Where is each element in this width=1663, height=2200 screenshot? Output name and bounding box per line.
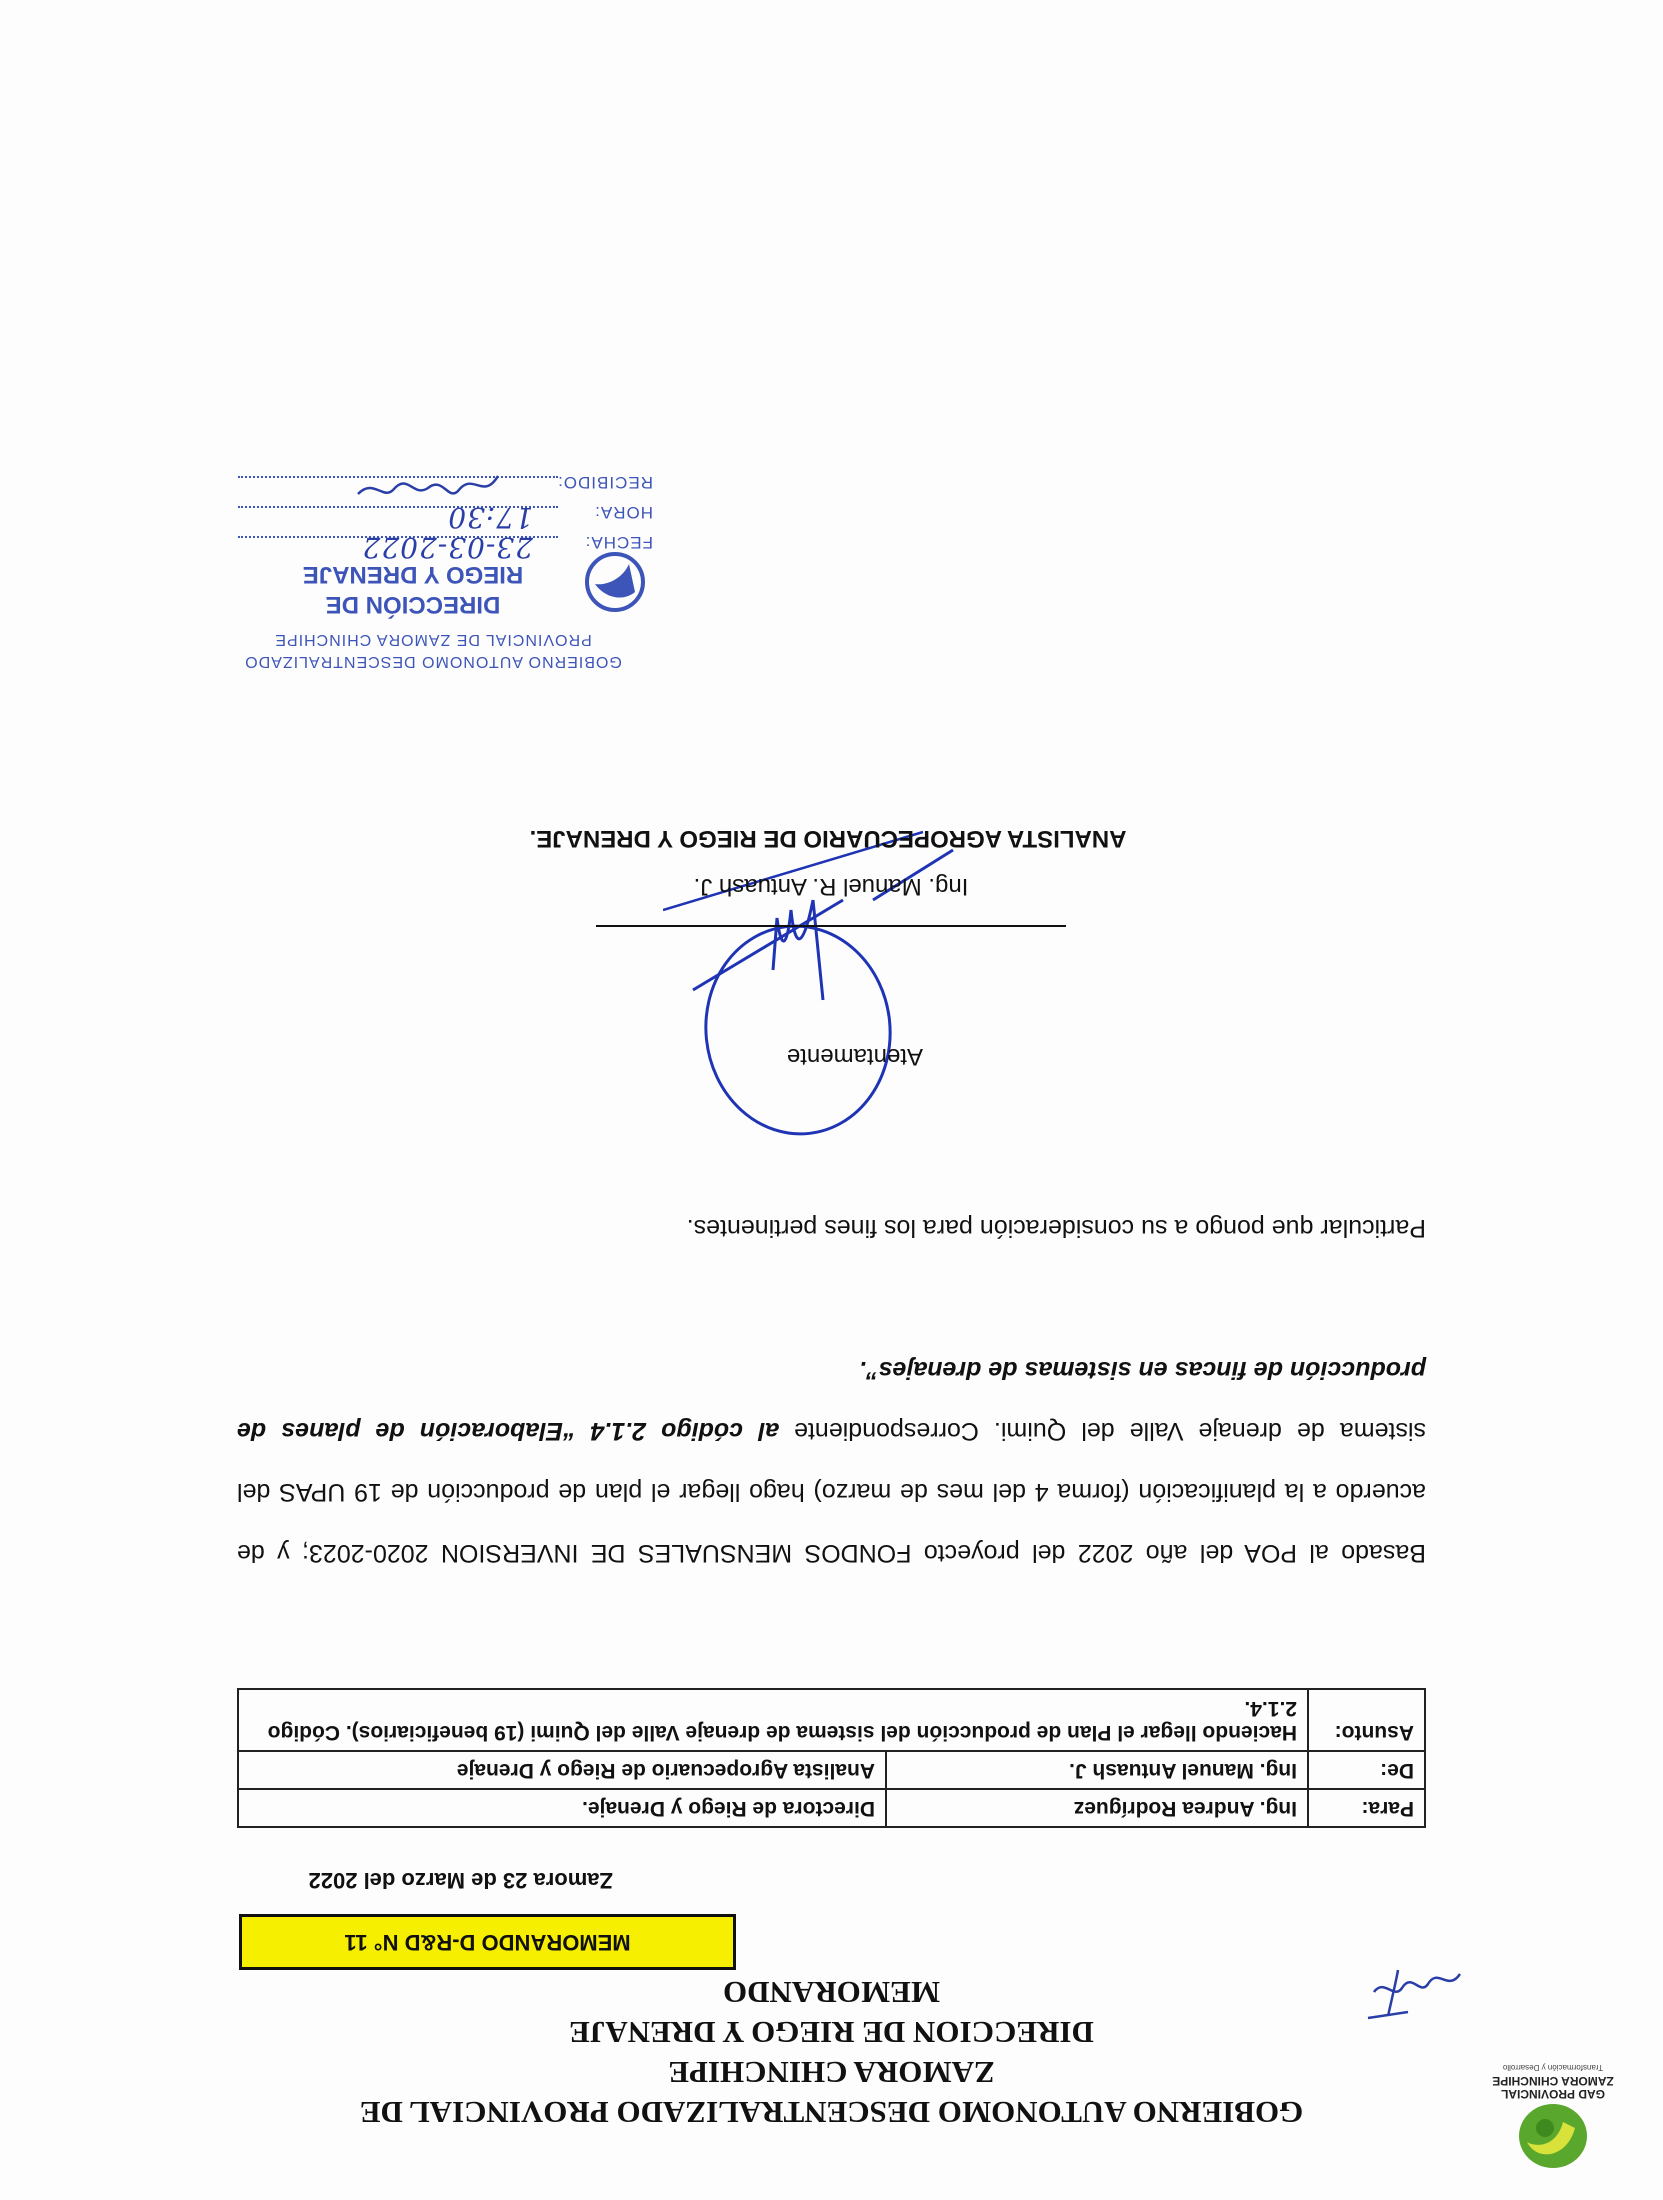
handwritten-signature <box>663 820 963 1150</box>
body-paragraph: Basado al POA del año 2022 del proyecto FONDOS MENSUALES DE INVERSION 2020-2023; y de acuerdo a la planificación (forma 4 del mes de marzo) hago llegar el plan de producción de 19 UPAS del sistema de drenaje Valle del Quimi. Correspondiente <box>237 1417 1426 1567</box>
gad-logo-text: GAD PROVINCIAL ZAMORA CHINCHIPE Transformación y Desarrollo <box>1483 2061 1623 2100</box>
header-line-4: MEMORANDO <box>723 1975 940 2010</box>
header-line-3: DIRECCION DE RIEGO Y DRENAJE <box>569 2015 1094 2050</box>
asunto-label: Asunto: <box>1308 1689 1425 1751</box>
received-stamp <box>213 410 653 670</box>
table-row <box>238 1751 1425 1789</box>
header-line-1: GOBIERNO AUTONOMO DESCENTRALIZADO PROVINCIAL DE <box>359 2095 1304 2130</box>
stamp-recibido-row <box>213 472 653 492</box>
valediction: Atentamente <box>786 1043 923 1070</box>
header-line-2: ZAMORA CHINCHIPE <box>668 2055 995 2090</box>
para-name: Ing. Andrea Rodríguez <box>886 1789 1308 1827</box>
table-row <box>238 1689 1425 1751</box>
para-label: Para: <box>1308 1789 1425 1827</box>
gad-logo-tagline: Transformación y Desarrollo <box>1502 2063 1604 2072</box>
memo-date: Zamora 23 de Marzo del 2022 <box>308 1868 613 1893</box>
stamp-fecha-row <box>213 531 653 564</box>
signer-name: Ing. Manuel R. Antuash J. <box>693 873 969 900</box>
de-role: Analista Agropecuario de Riego y Drenaje <box>238 1751 886 1789</box>
de-name: Ing. Manuel Antuash J. <box>886 1751 1308 1789</box>
stamp-fecha-value: 23-03-2022 <box>361 531 533 564</box>
de-label: De: <box>1308 1751 1425 1789</box>
para-role: Directora de Riego y Drenaje. <box>238 1789 886 1827</box>
stamp-line-3: DIRECCIÓN DE <box>325 591 501 618</box>
stamp-hora-value: 17:30 <box>447 501 533 534</box>
asunto-text: Haciendo llegar el Plan de producción del sistema de drenaje Valle del Quimi (19 beneficiarios). Código 2.1.4. <box>238 1689 1308 1751</box>
closing-sentence: Particular que pongo a su consideración para los fines pertinentes. <box>686 1214 1426 1242</box>
stamp-received-signature <box>353 466 503 506</box>
stamp-line-4: RIEGO Y DRENAJE <box>302 561 524 588</box>
stamp-hora-label: HORA: <box>594 503 653 522</box>
stamp-recibido-label: RECIBIDO: <box>557 473 653 492</box>
signer-title: ANALISTA AGROPECUARIO DE RIEGO Y DRENAJE. <box>529 825 1127 852</box>
memo-body <box>237 1339 1426 1583</box>
table-row <box>238 1789 1425 1827</box>
stamp-line-2: PROVINCIAL DE ZAMORA CHINCHIPE <box>274 631 592 648</box>
document-header <box>0 1972 1663 2132</box>
stamp-fecha-label: FECHA: <box>584 533 653 552</box>
signature-line <box>596 925 1066 927</box>
stamp-globe-icon <box>575 542 653 622</box>
memo-number-box: MEMORANDO D-R&D N° 11 <box>239 1914 736 1970</box>
body-emphasis: al código 2.1.4 “Elaboración de planes de producción de fincas en sistemas de drenajes”. <box>237 1356 1426 1445</box>
memo-info-table <box>237 1688 1426 1828</box>
stamp-line-1: GOBIERNO AUTONOMO DESCENTRALIZADO <box>244 653 622 670</box>
